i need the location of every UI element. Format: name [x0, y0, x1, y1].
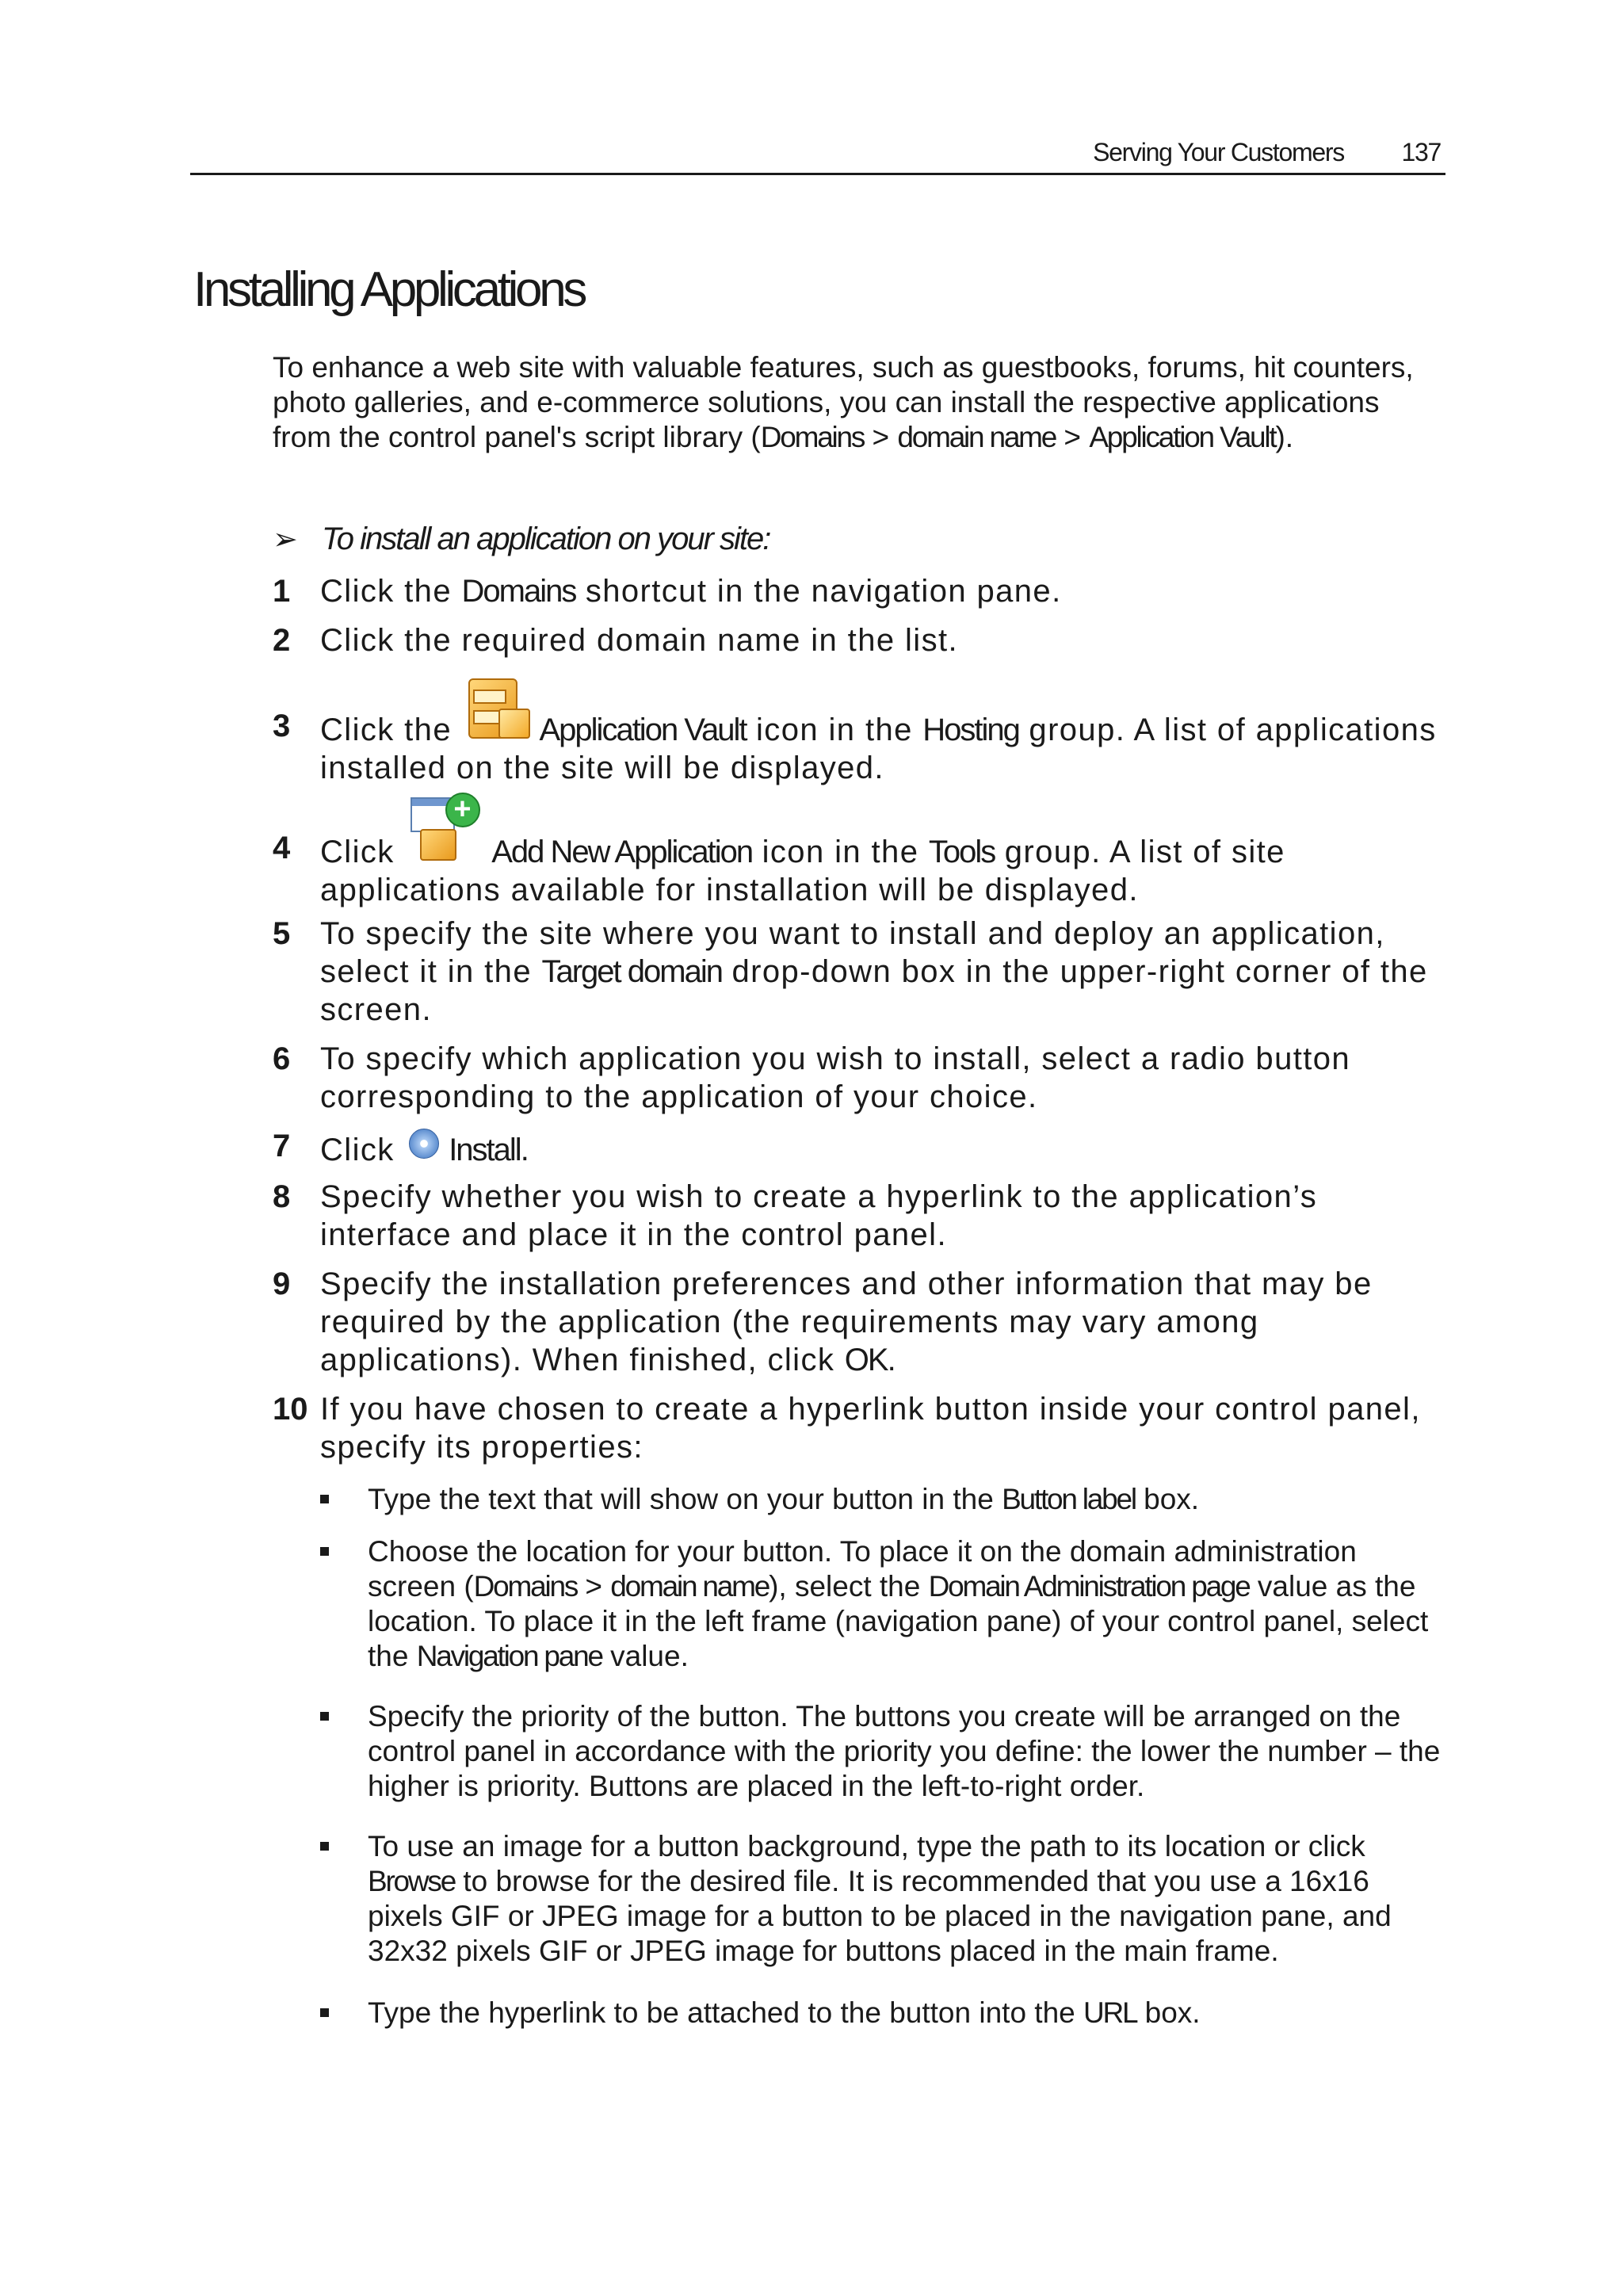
step-item: [273, 621, 1449, 659]
step-text: group. A list of applications installed on the site will be displayed.: [320, 712, 1437, 785]
step-item: [273, 1178, 1449, 1254]
step-number: 8: [273, 1179, 291, 1214]
ui-term-domain-name: domain name: [897, 421, 1056, 453]
step-text: To specify the site where you want to install and deploy an application, select it in the: [320, 916, 1385, 989]
step-text: icon in the: [752, 835, 929, 869]
path-separator: >: [864, 421, 898, 453]
step-item: [273, 1390, 1449, 1466]
square-bullet-icon: [320, 1547, 329, 1556]
ui-term-ok: OK: [844, 1343, 888, 1377]
ui-term-tools: Tools: [928, 835, 995, 869]
square-bullet-icon: [320, 1712, 329, 1721]
bullet-text: value.: [601, 1640, 689, 1672]
step-number: 5: [273, 916, 291, 951]
bullet-text: to browse for the desired file. It is recommended that you use a 16x16 pixels GIF or JPEG image for a button to be placed in the navigation pane, and 32x32 pixels GIF or JPEG image for buttons placed in the main frame.: [368, 1865, 1392, 1967]
step-item: [273, 1127, 1449, 1169]
intro-end: ).: [1275, 421, 1294, 453]
application-vault-icon: [465, 675, 532, 740]
bullet-text: Type the text that will show on your button in the: [368, 1483, 1002, 1515]
square-bullet-icon: [320, 2008, 329, 2017]
ui-term-add-new-application: Add New Application: [491, 835, 753, 869]
step-text: .: [887, 1343, 898, 1377]
path-separator: >: [577, 1570, 611, 1603]
bullet-item: [320, 1534, 1445, 1674]
arrow-bullet-icon: ➢: [273, 523, 296, 556]
step-text: .: [520, 1133, 531, 1167]
ui-term-navigation-pane: Navigation pane: [416, 1640, 602, 1672]
path-separator: >: [1056, 421, 1090, 453]
bullet-text: box.: [1135, 1483, 1200, 1515]
bullet-text: Specify the priority of the button. The buttons you create will be arranged on the control panel in accordance with the priority you define: the lower the number – the higher is priority. Buttons are placed in the left-to-right order.: [368, 1700, 1441, 1802]
ui-term-browse: Browse: [368, 1865, 456, 1897]
step-text: Click the: [320, 574, 462, 609]
step-item: [273, 675, 1449, 787]
bullet-text: Choose the location for your button. To place it on the domain administration screen (: [368, 1535, 1357, 1603]
procedure-heading: [273, 521, 769, 557]
bullet-item: [320, 1699, 1445, 1804]
step-number: 2: [273, 623, 291, 658]
procedure-heading-text: To install an application on your site:: [322, 521, 770, 556]
step-text: If you have chosen to create a hyperlink button inside your control panel, specify its properties:: [320, 1392, 1421, 1465]
intro-text: To enhance a web site with valuable features, such as guestbooks, forums, hit counters, photo galleries, and e-commerce solutions, you can install the respective applications from the control panel's script library (: [273, 351, 1414, 453]
square-bullet-icon: [320, 1842, 329, 1851]
step-text: Click the: [320, 712, 462, 747]
install-icon: [407, 1127, 442, 1160]
running-header: [190, 135, 1445, 175]
step-number: 3: [273, 709, 291, 743]
step-text: To specify which application you wish to install, select a radio button corresponding to the application of your choice.: [320, 1041, 1351, 1114]
ui-term-install: Install: [449, 1133, 521, 1167]
step-text: Specify whether you wish to create a hyperlink to the application’s interface and place it in the control panel.: [320, 1179, 1318, 1252]
ui-term-domains: Domains: [473, 1570, 578, 1603]
ui-term-url: URL: [1083, 1996, 1137, 2029]
bullet-text: To use an image for a button background, type the path to its location or click: [368, 1830, 1365, 1862]
step-number: 1: [273, 574, 291, 609]
step-number: 6: [273, 1041, 291, 1076]
step-text: Specify the installation preferences and other information that may be required by the application (the requirements may vary among applications). When finished, click: [320, 1266, 1373, 1377]
add-new-application-icon: +: [409, 791, 482, 862]
ui-term-application-vault: Application Vault: [1089, 421, 1276, 453]
step-item: [273, 572, 1449, 610]
ui-term-domain-administration-page: Domain Administration page: [928, 1570, 1250, 1603]
ui-term-hosting: Hosting: [922, 712, 1019, 747]
step-text: drop-down box in the upper-right corner of the screen.: [320, 954, 1428, 1027]
header-section-title: Serving Your Customers: [1093, 138, 1344, 166]
square-bullet-icon: [320, 1495, 329, 1503]
step-number: 10: [273, 1392, 308, 1427]
page-title: Installing Applications: [193, 262, 584, 317]
step-text: group. A list of site applications available for installation will be displayed.: [320, 835, 1285, 907]
step-number: 4: [273, 831, 291, 865]
ui-term-domains: Domains: [760, 421, 865, 453]
ui-term-application-vault: Application Vault: [539, 712, 747, 747]
bullet-text: ), select the: [769, 1570, 929, 1603]
bullet-text: value as the location. To place it in the left frame (navigation pane) of your control panel, select the: [368, 1570, 1429, 1672]
page-number: 137: [1401, 138, 1441, 166]
bullet-item: [320, 1482, 1445, 1517]
bullet-item: [320, 1996, 1445, 2030]
step-text: icon in the: [746, 712, 923, 747]
ui-term-domains: Domains: [461, 574, 576, 609]
step-text: Click: [320, 1133, 405, 1167]
step-item: [273, 915, 1449, 1029]
bullet-item: [320, 1829, 1445, 1969]
step-number: 7: [273, 1129, 291, 1163]
step-item: [273, 791, 1449, 909]
step-number: 9: [273, 1266, 291, 1301]
intro-paragraph: [273, 350, 1445, 455]
step-text: Click the required domain name in the list.: [320, 623, 959, 658]
ui-term-domain-name: domain name: [610, 1570, 769, 1603]
step-text: shortcut in the navigation pane.: [575, 574, 1062, 609]
bullet-text: Type the hyperlink to be attached to the button into the: [368, 1996, 1084, 2029]
step-item: [273, 1040, 1449, 1116]
bullet-text: box.: [1136, 1996, 1201, 2029]
step-item: [273, 1265, 1449, 1379]
ui-term-button-label: Button label: [1002, 1483, 1136, 1515]
ui-term-target-domain: Target domain: [541, 954, 722, 989]
step-text: Click: [320, 835, 405, 869]
